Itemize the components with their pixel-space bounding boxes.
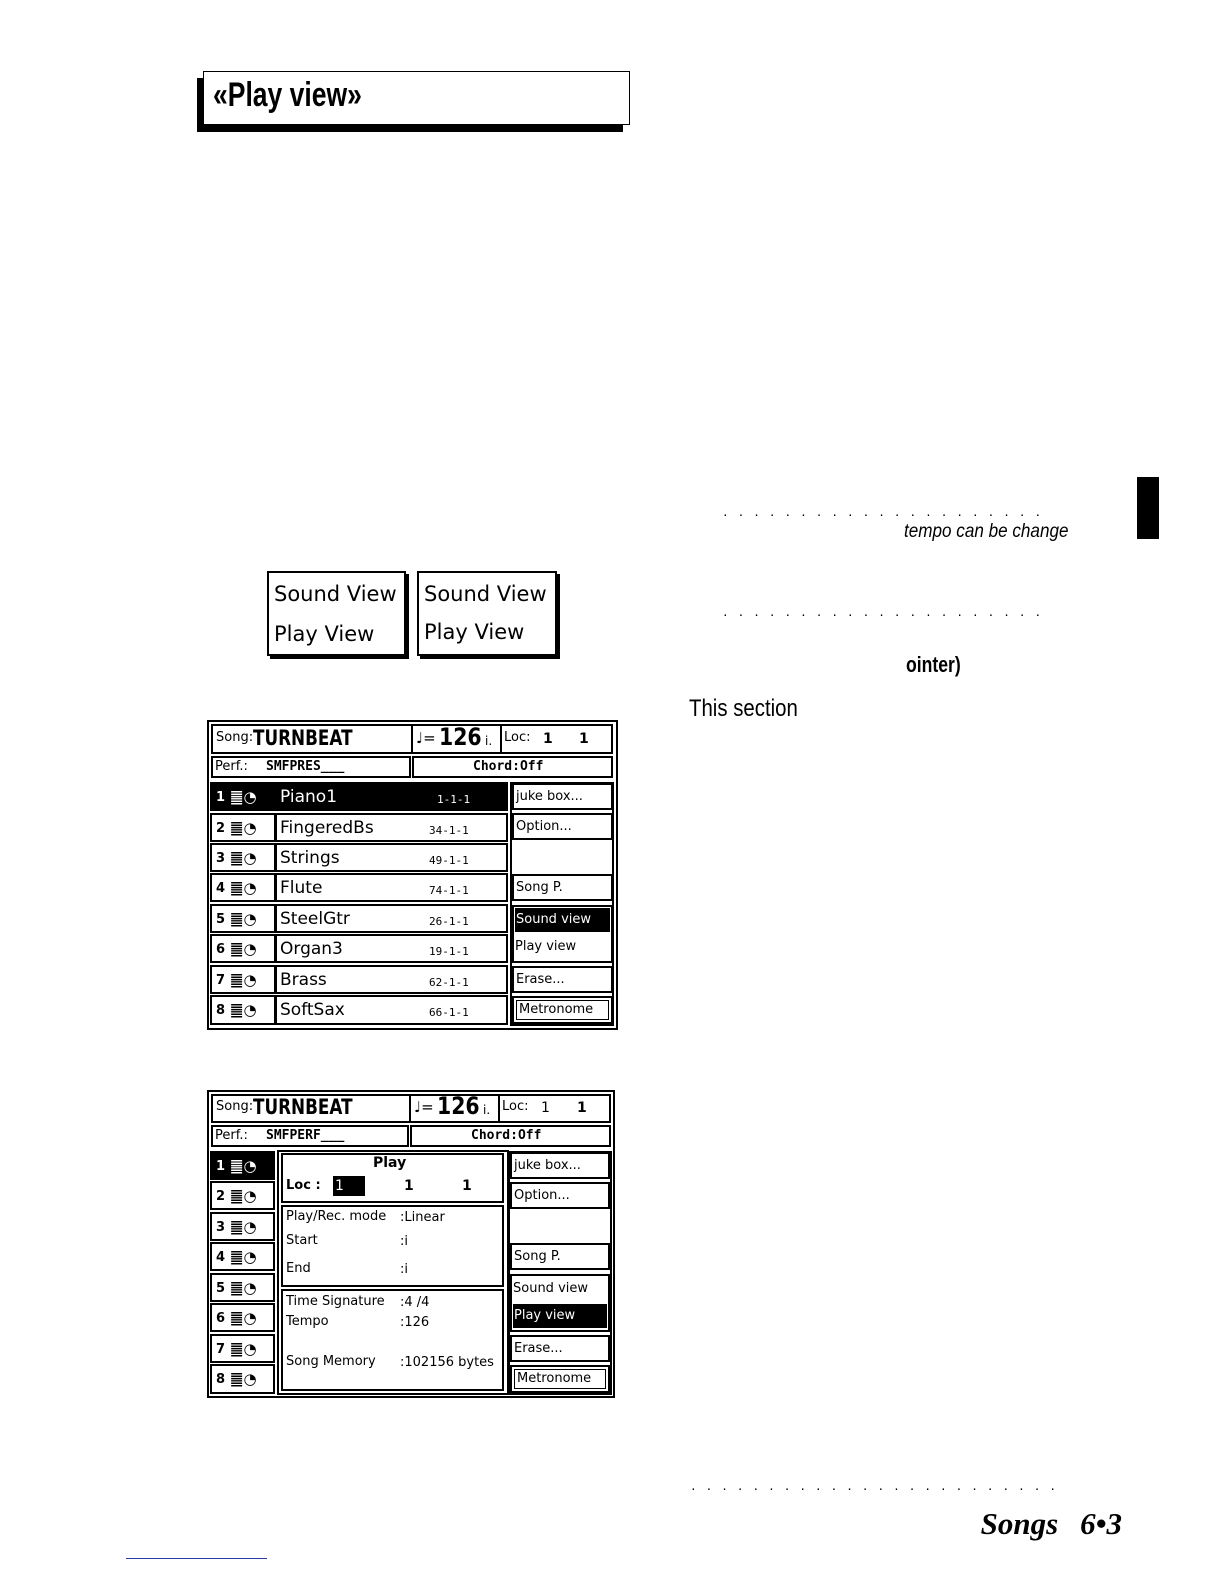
track-name: Strings — [280, 848, 340, 868]
loc-label: Loc: — [502, 1099, 529, 1114]
end-value[interactable]: :i — [400, 1262, 408, 1277]
button-label: Option... — [514, 1188, 570, 1203]
play-loc-label: Loc : — [286, 1178, 321, 1193]
mixer-icon: ䷀◔ — [230, 1218, 257, 1236]
track-cell-1[interactable] — [210, 1151, 275, 1180]
toggle-item-play-view[interactable]: Play View — [274, 622, 375, 646]
option-button[interactable] — [512, 813, 613, 840]
track-icon-cell-1[interactable] — [210, 782, 276, 811]
play-view-button[interactable]: Play view — [513, 1304, 607, 1328]
tempo-label: Tempo — [286, 1314, 329, 1329]
button-label: juke box... — [514, 1158, 581, 1173]
lcd-screen-play-view — [207, 1090, 615, 1398]
track-icon-cell-4[interactable] — [210, 873, 276, 902]
track-number: 6 — [216, 942, 226, 957]
loc-bar-input[interactable]: 1 — [333, 1176, 365, 1196]
loc-beat: 1 — [579, 731, 589, 747]
toggle-item-sound-view[interactable]: Sound View — [274, 582, 397, 606]
track-row-5[interactable] — [275, 904, 508, 933]
track-name: Brass — [280, 970, 327, 990]
mixer-icon: ䷀◔ — [230, 849, 257, 867]
track-position: 34-1-1 — [429, 824, 469, 837]
track-icon-cell-3[interactable] — [210, 843, 276, 872]
view-toggle-sound-selected — [267, 571, 406, 656]
start-value[interactable]: :i — [400, 1234, 408, 1249]
song-label: Song: — [216, 730, 254, 745]
mixer-icon: ䷀◔ — [230, 971, 257, 989]
erase-button[interactable] — [510, 1335, 610, 1362]
track-number: 4 — [216, 881, 226, 896]
chord-status: Chord:Off — [473, 759, 544, 774]
track-number: 3 — [216, 1220, 226, 1235]
dotted-rule: ..................... — [722, 506, 1051, 519]
song-p-button[interactable] — [512, 874, 613, 901]
track-icon-cell-6[interactable] — [210, 934, 276, 963]
track-icon-cell-2[interactable] — [210, 813, 276, 842]
perf-name: SMFPRES___ — [266, 759, 345, 774]
track-row-4[interactable] — [275, 873, 508, 902]
track-number: 2 — [216, 1189, 226, 1204]
track-number: 1 — [216, 790, 226, 805]
track-position: 66-1-1 — [429, 1006, 469, 1019]
toggle-item-play-view[interactable]: Play View — [424, 620, 525, 644]
play-rec-mode-value[interactable]: :Linear — [400, 1210, 445, 1225]
track-icon-cell-5[interactable] — [210, 904, 276, 933]
track-position: 1-1-1 — [437, 793, 471, 806]
body-paragraph: This section — [689, 695, 798, 722]
chord-status: Chord:Off — [471, 1128, 542, 1143]
track-name: Organ3 — [280, 939, 343, 959]
button-label: Erase... — [514, 1341, 563, 1356]
track-number: 2 — [216, 821, 226, 836]
track-name: FingeredBs — [280, 818, 374, 838]
loc-bar: 1 — [541, 1100, 550, 1116]
perf-name: SMFPERF___ — [266, 1128, 345, 1143]
mixer-icon: ䷀◔ — [230, 1340, 257, 1358]
mixer-icon: ䷀◔ — [230, 879, 257, 897]
button-label: Song P. — [516, 880, 563, 895]
tempo-note-icon: ♩= — [416, 729, 436, 747]
footnote-link-line — [126, 1558, 267, 1559]
play-panel-title: Play — [373, 1155, 407, 1171]
track-number: 5 — [216, 1281, 226, 1296]
song-name: TURNBEAT — [253, 1095, 353, 1119]
loc-tick-input[interactable]: 1 — [462, 1178, 472, 1194]
metronome-button[interactable] — [510, 1365, 610, 1393]
play-view-button[interactable]: Play view — [515, 939, 577, 954]
margin-note: tempo can be change — [904, 521, 1069, 542]
track-number: 7 — [216, 973, 226, 988]
track-name: SoftSax — [280, 1000, 345, 1020]
track-row-2[interactable] — [275, 813, 508, 842]
track-cell-2[interactable] — [210, 1181, 275, 1210]
juke-box-button[interactable] — [512, 783, 613, 810]
chapter-tab-marker — [1137, 477, 1159, 539]
track-row-6[interactable] — [275, 934, 508, 963]
track-position: 26-1-1 — [429, 915, 469, 928]
track-icon-cell-8[interactable] — [210, 995, 276, 1025]
track-number: 1 — [216, 1159, 226, 1174]
loc-beat-input[interactable]: 1 — [404, 1178, 414, 1194]
mixer-icon: ䷀◔ — [230, 1248, 257, 1266]
track-cell-4[interactable] — [210, 1242, 275, 1271]
tempo-value: 126 — [437, 1092, 480, 1120]
end-label: End — [286, 1261, 311, 1276]
perf-label: Perf.: — [215, 759, 248, 774]
footer-page-number: 6•3 — [1080, 1506, 1122, 1541]
track-cell-6[interactable] — [210, 1303, 275, 1332]
dotted-rule: ..................... — [722, 606, 1051, 619]
track-name: SteelGtr — [280, 909, 350, 929]
track-cell-3[interactable] — [210, 1212, 275, 1241]
tempo-setting-value[interactable]: :126 — [400, 1315, 430, 1330]
song-memory-value: :102156 bytes — [400, 1355, 494, 1370]
loc-bar: 1 — [543, 731, 553, 747]
tempo-mark: i. — [483, 1103, 491, 1117]
loc-beat: 1 — [577, 1100, 587, 1116]
track-number: 6 — [216, 1311, 226, 1326]
subheading: ointer) — [906, 652, 961, 677]
track-cell-5[interactable] — [210, 1273, 275, 1302]
track-position: 49-1-1 — [429, 854, 469, 867]
track-number: 8 — [216, 1372, 226, 1387]
track-number: 8 — [216, 1003, 226, 1018]
mixer-icon: ䷀◔ — [230, 1370, 257, 1388]
song-name: TURNBEAT — [253, 726, 353, 750]
dotted-rule: ........................ — [690, 1480, 1065, 1493]
mixer-icon: ䷀◔ — [230, 819, 257, 837]
mixer-icon: ䷀◔ — [230, 788, 257, 806]
track-position: 74-1-1 — [429, 884, 469, 897]
track-name: Piano1 — [280, 787, 338, 807]
play-rec-mode-label: Play/Rec. mode — [286, 1209, 387, 1224]
track-row-1[interactable] — [275, 782, 508, 811]
tempo-note-icon: ♩= — [414, 1098, 434, 1116]
tempo-value: 126 — [439, 723, 482, 751]
mixer-icon: ䷀◔ — [230, 1187, 257, 1205]
erase-button[interactable] — [512, 966, 613, 993]
track-position: 62-1-1 — [429, 976, 469, 989]
time-signature-value[interactable]: :4 /4 — [400, 1295, 430, 1310]
mixer-icon: ䷀◔ — [230, 940, 257, 958]
mixer-icon: ䷀◔ — [230, 1279, 257, 1297]
song-p-button[interactable] — [510, 1243, 610, 1270]
song-label: Song: — [216, 1099, 254, 1114]
track-number: 5 — [216, 912, 226, 927]
track-number: 3 — [216, 851, 226, 866]
button-label: Metronome — [519, 1002, 594, 1017]
button-label: Option... — [516, 819, 572, 834]
mixer-icon: ䷀◔ — [230, 1157, 257, 1175]
start-label: Start — [286, 1233, 318, 1248]
track-cell-8[interactable] — [210, 1364, 275, 1394]
sound-view-button[interactable]: Sound view — [513, 1281, 589, 1296]
track-number: 4 — [216, 1250, 226, 1265]
juke-box-button[interactable] — [510, 1152, 610, 1179]
option-button[interactable] — [510, 1182, 610, 1209]
track-cell-7[interactable] — [210, 1334, 275, 1363]
page-heading: «Play view» — [213, 76, 362, 114]
footer-section: Songs — [980, 1506, 1059, 1541]
mixer-icon: ䷀◔ — [230, 1001, 257, 1019]
sound-view-button[interactable]: Sound view — [515, 908, 610, 932]
mixer-icon: ䷀◔ — [230, 1309, 257, 1327]
track-position: 19-1-1 — [429, 945, 469, 958]
song-memory-label: Song Memory — [286, 1354, 376, 1369]
perf-label: Perf.: — [215, 1128, 248, 1143]
lcd-screen-sound-view — [207, 720, 618, 1030]
track-icon-cell-7[interactable] — [210, 965, 276, 994]
time-signature-label: Time Signature — [286, 1294, 385, 1309]
button-label: Song P. — [514, 1249, 561, 1264]
track-row-8[interactable] — [275, 995, 508, 1025]
toggle-item-sound-view[interactable]: Sound View — [424, 582, 547, 606]
view-toggle-play-selected — [417, 571, 557, 656]
button-label: juke box... — [516, 789, 583, 804]
tempo-mark: i. — [485, 734, 493, 748]
page-footer — [981, 1506, 1122, 1542]
metronome-button[interactable] — [512, 996, 613, 1024]
button-label: Metronome — [517, 1371, 592, 1386]
button-label: Erase... — [516, 972, 565, 987]
track-number: 7 — [216, 1342, 226, 1357]
track-row-7[interactable] — [275, 965, 508, 994]
track-row-3[interactable] — [275, 843, 508, 872]
mixer-icon: ䷀◔ — [230, 910, 257, 928]
loc-label: Loc: — [504, 730, 531, 745]
track-name: Flute — [280, 878, 323, 898]
